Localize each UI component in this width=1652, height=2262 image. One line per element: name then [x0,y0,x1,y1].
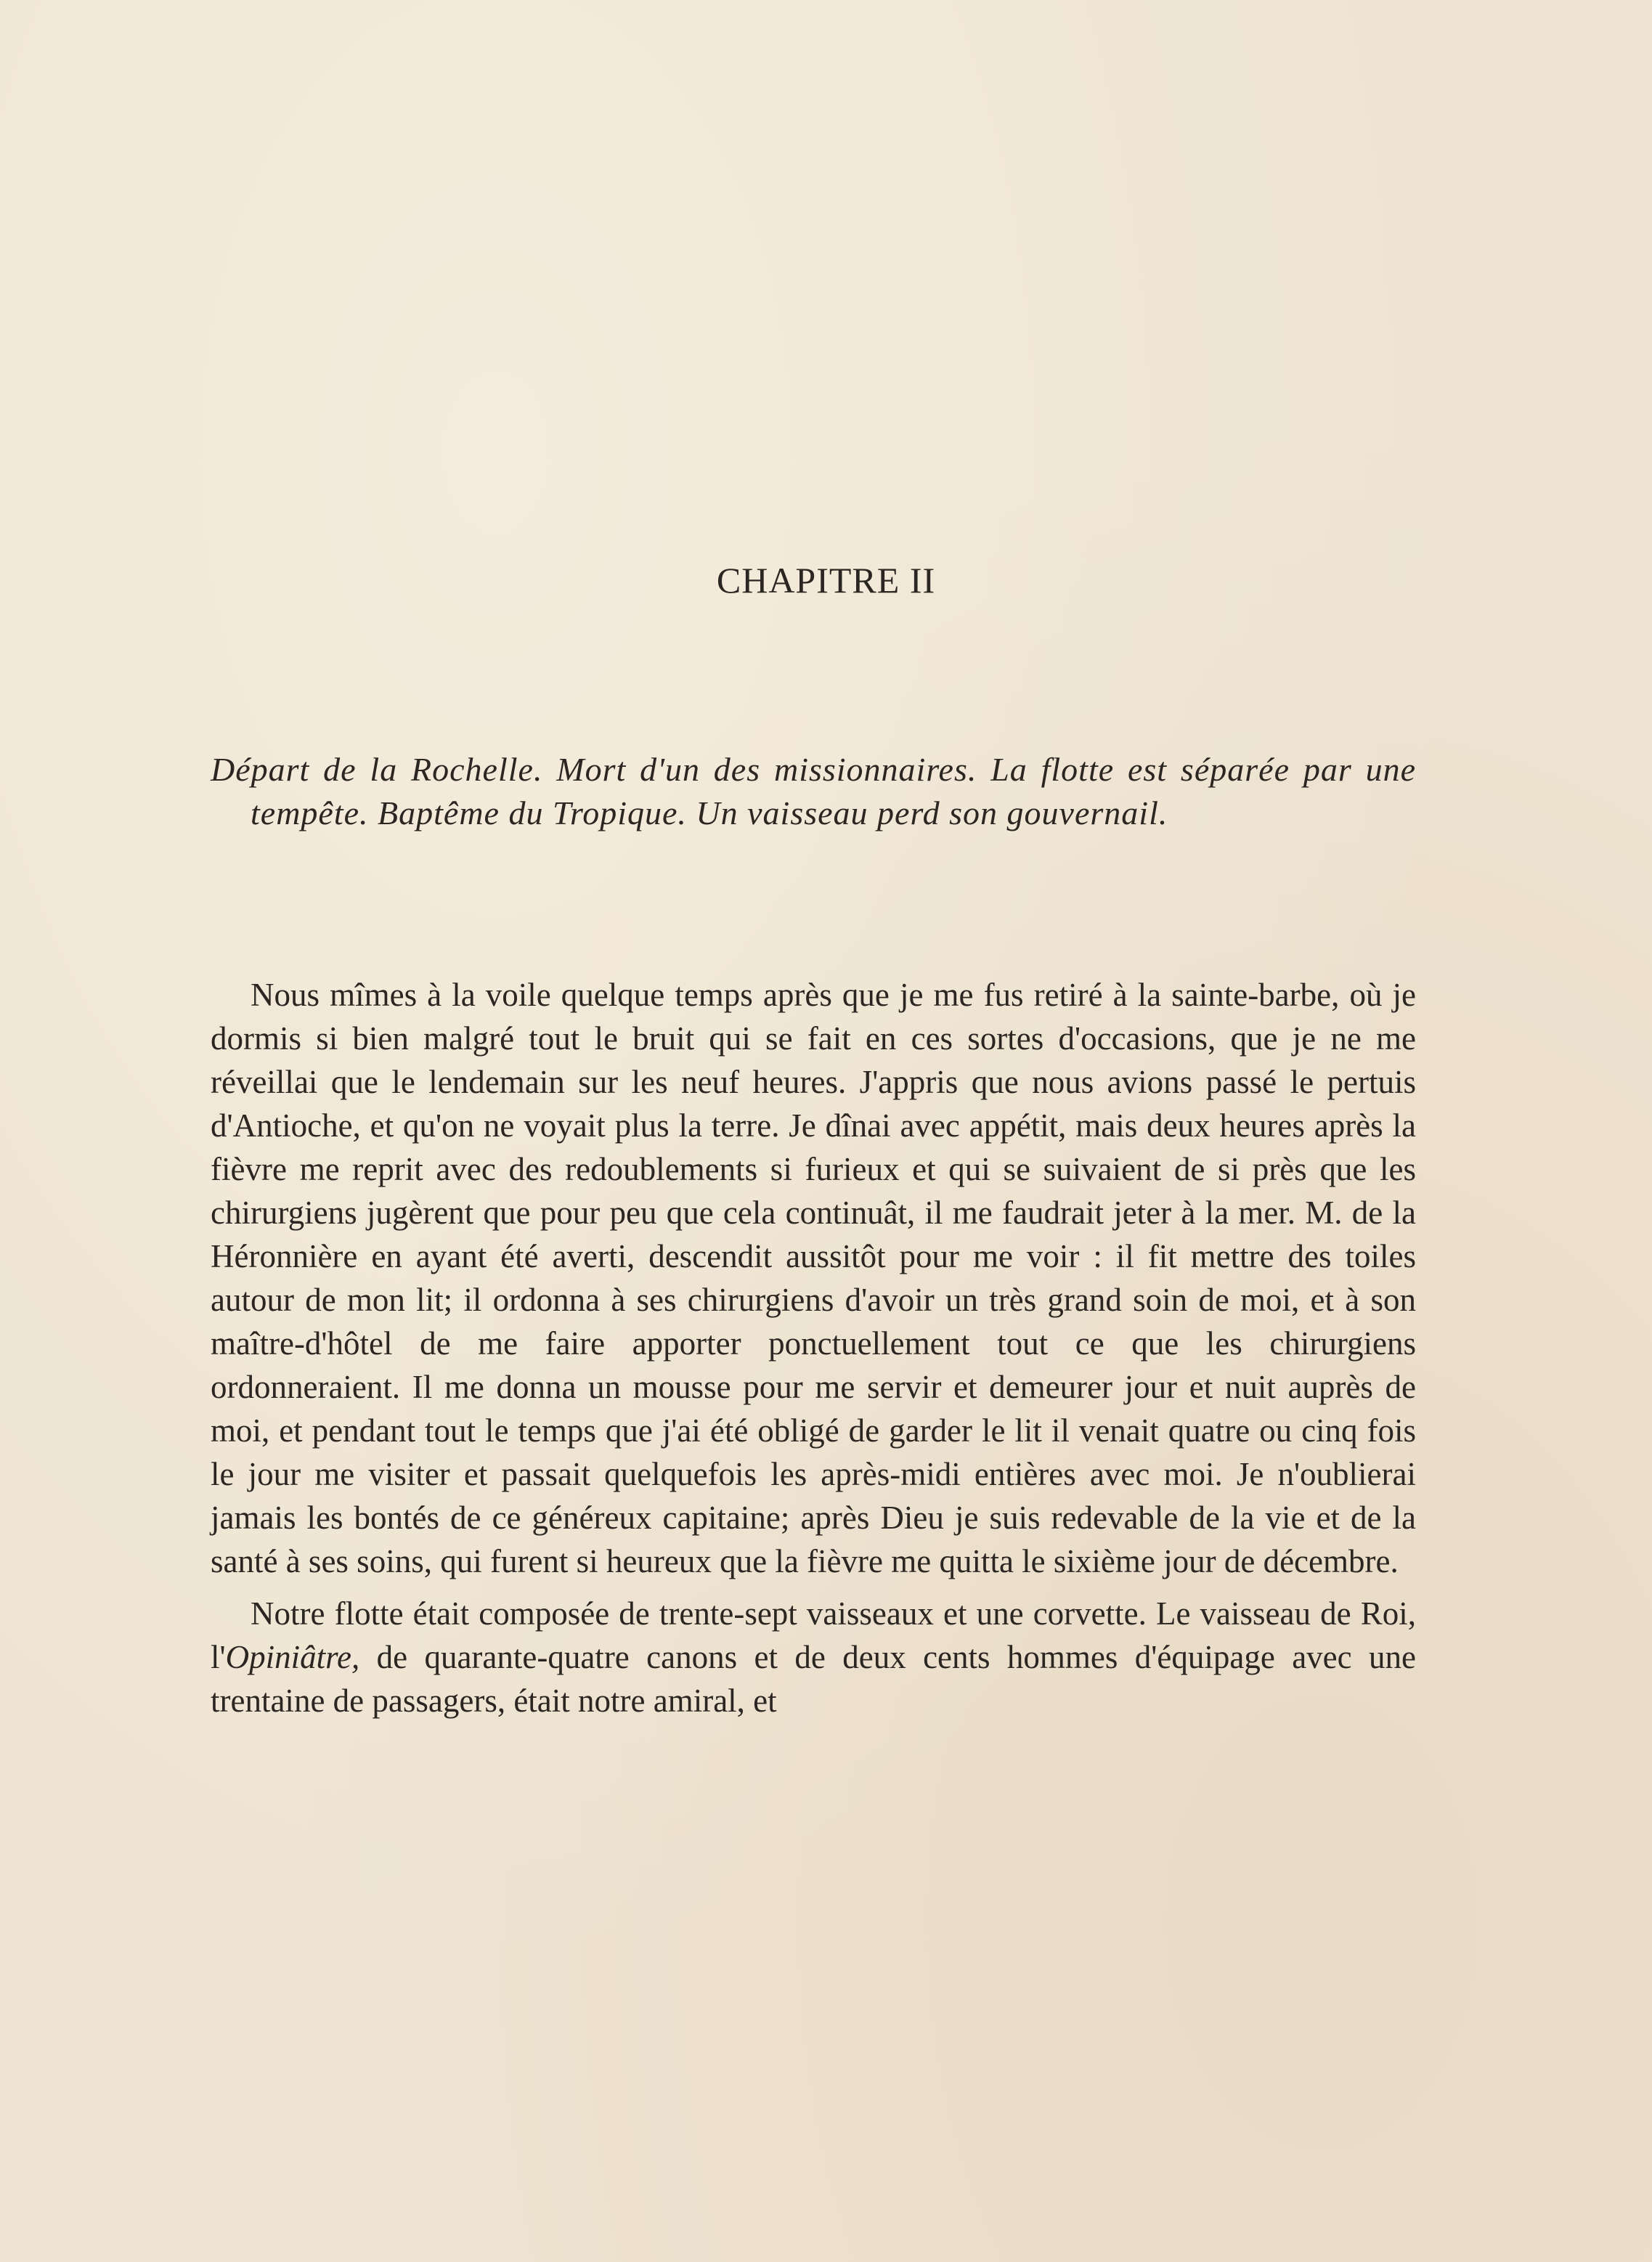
chapter-body [211,973,1416,1731]
paragraph-2-text-start: Notre flotte était composée de trente-sept vaisseaux et une corvette. Le vaisseau de Roi, l' [211,1595,1416,1675]
body-paragraph-1: Nous mîmes à la voile quelque temps après que je me fus retiré à la sainte-barbe, où je dormis si bien malgré tout le bruit qui se fait en ces sortes d'occasions, que je ne me réveillai que le lendemain sur les neuf heures. J'appris que nous avions passé le pertuis d'Antioche, et qu'on ne voyait plus la terre. Je dînai avec appétit, mais deux heures après la fièvre me reprit avec des redoublements si furieux et qui se suivaient de si près que les chirurgiens jugèrent que pour peu que cela continuât, il me faudrait jeter à la mer. M. de la Héronnière en ayant été averti, descendit aussitôt pour me voir : il fit mettre des toiles autour de mon lit; il ordonna à ses chirurgiens d'avoir un très grand soin de moi, et à son maître-d'hôtel de me faire apporter ponctuellement tout ce que les chirurgiens ordonneraient. Il me donna un mousse pour me servir et demeurer jour et nuit auprès de moi, et pendant tout le temps que j'ai été obligé de garder le lit il venait quatre ou cinq fois le jour me visiter et passait quelquefois les après-midi entières avec moi. Je n'oublierai jamais les bontés de ce généreux capitaine; après Dieu je suis redevable de la vie et de la santé à ses soins, qui furent si heureux que la fièvre me quitta le sixième jour de décembre. [211,977,1416,1579]
chapter-title: CHAPITRE II [716,560,936,601]
ship-name: Opiniâtre, [225,1639,360,1675]
paragraph-2-text-end: de quarante-quatre canons et de deux cents hommes d'équipage avec une trentaine de passagers, était notre amiral, et [211,1639,1416,1719]
chapter-summary: Départ de la Rochelle. Mort d'un des missionnaires. La flotte est séparée par une tempête. Baptême du Tropique. Un vaisseau perd son gouvernail. [211,751,1416,831]
body-paragraph-2 [211,1592,1416,1722]
